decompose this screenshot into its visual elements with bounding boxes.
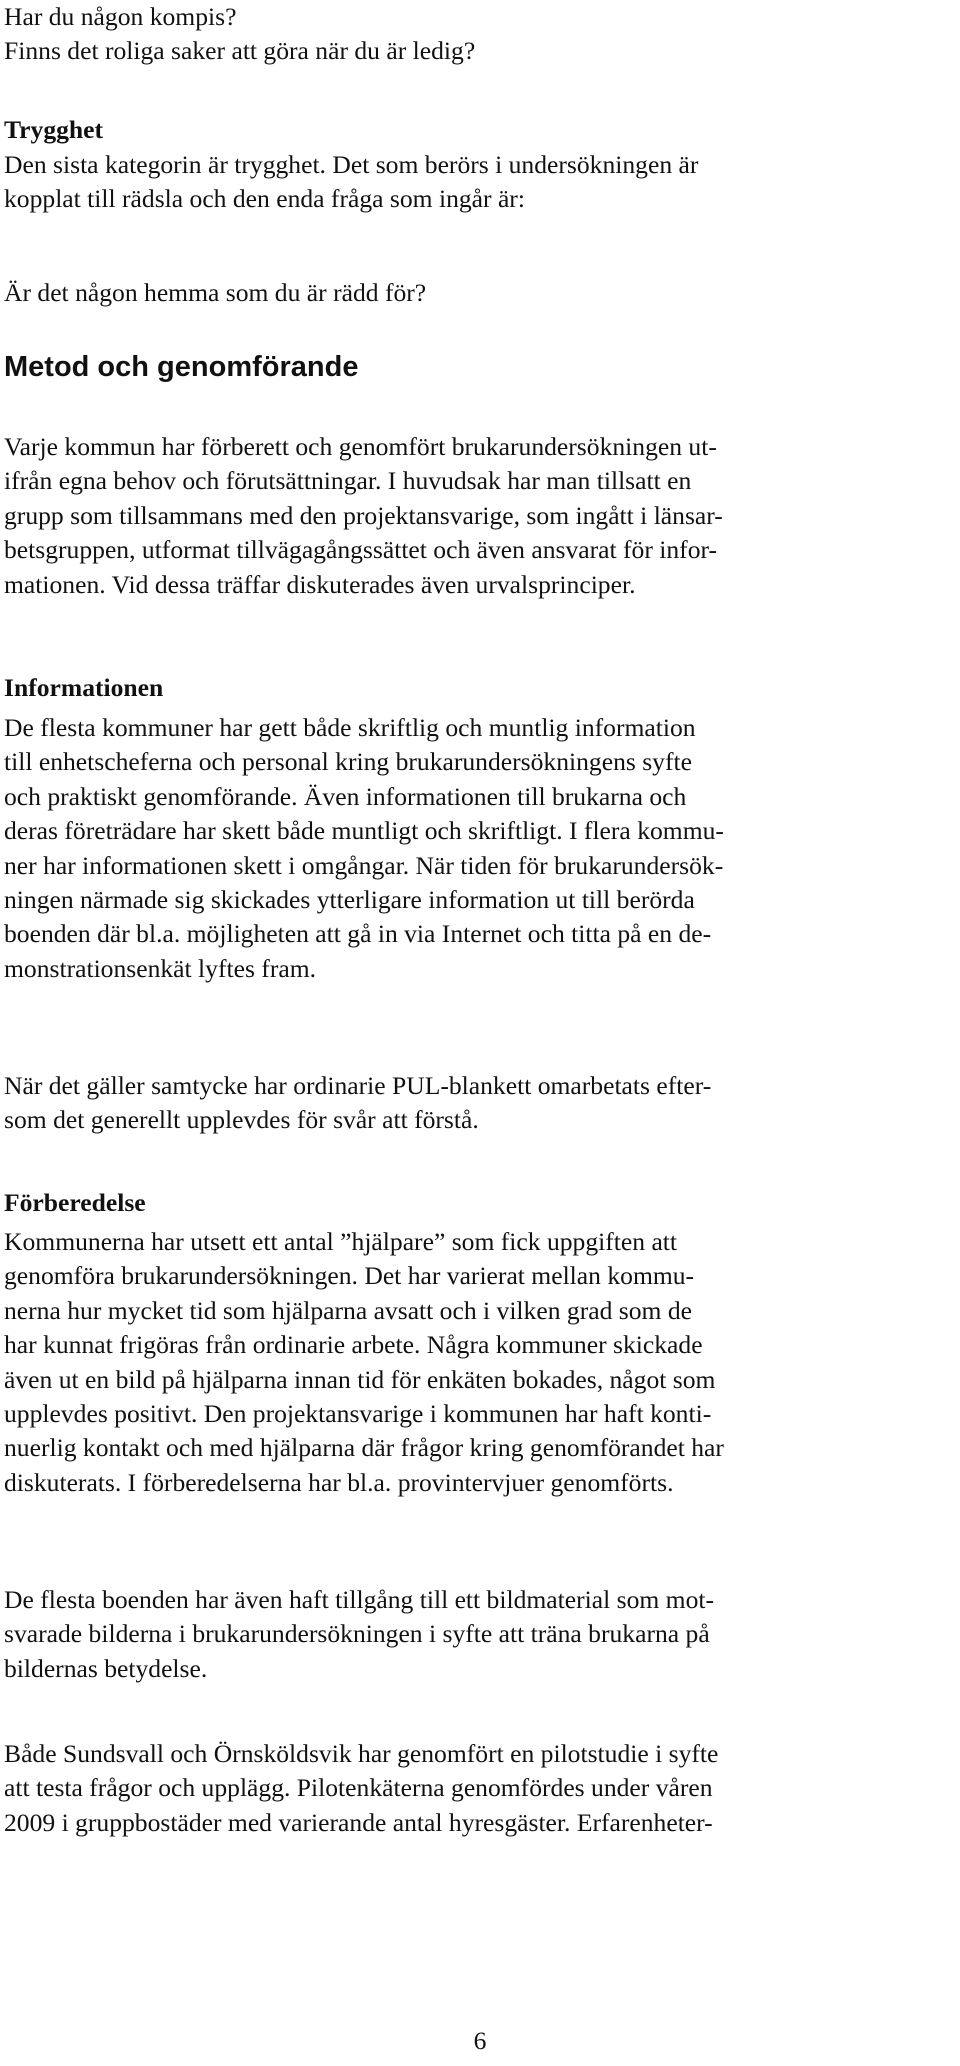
text-line: De flesta kommuner har gett både skriftlig och muntlig information [4,713,696,742]
section-subheading: Trygghet [4,115,104,144]
section-subheading: Förberedelse [4,1188,146,1217]
text-block [4,711,724,986]
text-line: ner har informationen skett i omgångar. När tiden för brukarundersök- [4,850,724,880]
text-line: och praktiskt genomförande. Även informationen till brukarna och [4,781,687,811]
text-line: ningen närmade sig skickades ytterligare information ut till berörda [4,885,695,915]
text-line: till enhetscheferna och personal kring brukarundersökningens syfte [4,747,692,777]
page-number: 6 [473,2026,487,2055]
text-line: mationen. Vid dessa träffar diskuterades även urvalsprinciper. [4,569,636,599]
text-line: 2009 i gruppbostäder med varierande antal hyresgäster. Erfarenheter- [4,1807,713,1837]
text-line: bildernas betydelse. [4,1653,208,1683]
text-block [4,0,475,69]
text-line: När det gäller samtycke har ordinarie PUL-blankett omarbetats efter- [4,1071,712,1100]
text-line: Både Sundsvall och Örnsköldsvik har genomfört en pilotstudie i syfte [4,1739,719,1768]
text-line: Finns det roliga saker att göra när du är ledig? [4,36,476,66]
text-line: deras företrädare har skett både muntligt och skriftligt. I flera kommu- [4,816,724,846]
text-line: nerna hur mycket tid som hjälparna avsatt och i vilken grad som de [4,1295,692,1325]
text-line: De flesta boenden har även haft tillgång till ett bildmaterial som mot- [4,1585,715,1614]
text-block [4,1069,711,1138]
text-block [4,148,698,217]
section-subheading: Informationen [4,673,164,702]
text-line: Varje kommun har förberett och genomfört brukarundersökningen ut- [4,432,717,461]
text-line: boenden där bl.a. möjligheten att gå in via Internet och titta på en de- [4,919,712,949]
text-block [4,276,426,310]
text-line: genomföra brukarundersökningen. Det har varierat mellan kommu- [4,1261,695,1291]
text-line: grupp som tillsammans med den projektansvarige, som ingått i länsar- [4,500,723,530]
text-line: Har du någon kompis? [4,2,237,31]
text-line: diskuterats. I förberedelserna har bl.a. provintervjuer genomförts. [4,1467,674,1497]
text-line: ifrån egna behov och förutsättningar. I huvudsak har man tillsatt en [4,466,692,496]
text-line: monstrationsenkät lyftes fram. [4,953,317,983]
text-line: Den sista kategorin är trygghet. Det som berörs i undersökningen är [4,150,699,179]
text-line: Kommunerna har utsett ett antal ”hjälpare” som fick uppgiften att [4,1227,678,1256]
text-block [4,430,723,602]
text-line: svarade bilderna i brukarundersökningen i syfte att träna brukarna på [4,1619,710,1649]
text-line: upplevdes positivt. Den projektansvarige i kommunen har haft konti- [4,1399,712,1429]
text-line: kopplat till rädsla och den enda fråga som ingår är: [4,184,525,214]
text-block [4,1583,714,1686]
text-line: även ut en bild på hjälparna innan tid för enkäten bokades, något som [4,1364,716,1394]
text-line: har kunnat frigöras från ordinarie arbete. Några kommuner skickade [4,1330,703,1360]
text-block [4,1225,724,1500]
text-line: nuerlig kontakt och med hjälparna där frågor kring genomförandet har [4,1433,724,1463]
text-line: att testa frågor och upplägg. Pilotenkäterna genomfördes under våren [4,1773,713,1803]
text-line: betsgruppen, utformat tillvägagångssättet och även ansvarat för infor- [4,535,718,565]
text-line: som det generellt upplevdes för svår att förstå. [4,1105,479,1135]
text-block [4,1737,718,1840]
section-heading: Metod och genomförande [4,351,359,383]
text-line: Är det någon hemma som du är rädd för? [4,278,427,307]
